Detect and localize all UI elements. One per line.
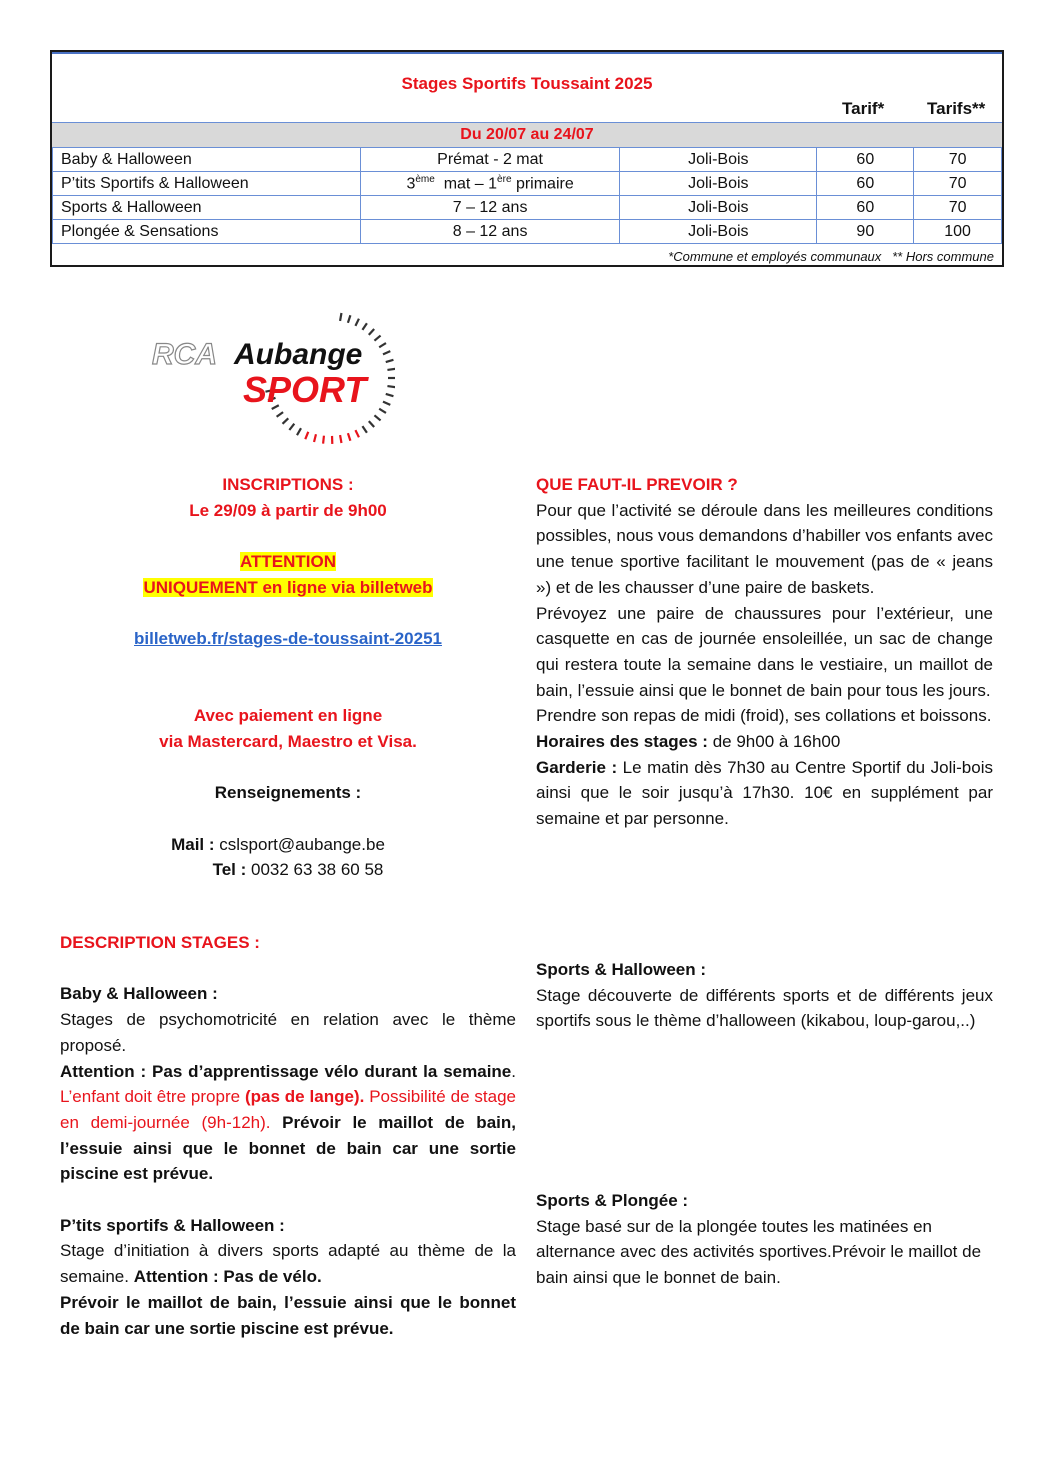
logo-tick	[277, 412, 283, 417]
logo-tick	[340, 313, 341, 321]
stage-tarifs: 70	[914, 148, 1002, 172]
mail-value: cslsport@aubange.be	[214, 834, 385, 854]
logo-tick	[386, 394, 394, 396]
baby-dot: .	[511, 1061, 516, 1081]
logo-tick	[355, 319, 359, 326]
garderie-line	[536, 755, 993, 832]
ptits-text: Stage d’initiation à divers sports adapté au thème de la semaine.	[60, 1241, 516, 1287]
baby-red-text: L’enfant doit être propre	[60, 1087, 245, 1107]
stage-name: P’tits Sportifs & Halloween	[53, 172, 361, 196]
stage-place: Joli-Bois	[620, 148, 817, 172]
ptits-details	[60, 1238, 516, 1289]
age-part: primaire	[511, 175, 574, 193]
horaires-value: de 9h00 à 16h00	[707, 732, 841, 752]
payment-line-1: Avec paiement en ligne	[193, 706, 383, 726]
stage-age: 8 – 12 ans	[360, 220, 619, 244]
date-range-row: Du 20/07 au 24/07	[52, 122, 1002, 147]
inscriptions-block	[60, 472, 516, 883]
logo-tick	[379, 343, 386, 347]
prevoir-p1: Pour que l’activité se déroule dans les meilleures conditions possibles, nous vous demandons d’habiller vos enfants avec une tenue sportive facilitant le mouvement (pas de « jeans ») et de les chausser d’une paire de baskets.	[536, 500, 993, 597]
renseignements-label: Renseignements :	[214, 783, 362, 803]
stage-age	[360, 172, 619, 196]
horaires-label: Horaires des stages :	[536, 732, 708, 752]
tarifs-header: Tarifs**	[927, 99, 986, 118]
sports-plongee-block	[536, 1188, 993, 1291]
tarif-table	[50, 50, 1004, 267]
logo-tick	[340, 435, 341, 443]
logo-tick	[283, 418, 289, 424]
logo-tick	[383, 402, 390, 405]
stage-age: 7 – 12 ans	[360, 196, 619, 220]
baby-details	[60, 1059, 516, 1188]
ptits-bold: Prévoir le maillot de bain, l’essuie ainsi que le bonnet de bain car une sortie piscine est prévue.	[60, 1292, 516, 1338]
baby-red-bold: (pas de lange).	[244, 1087, 365, 1107]
prevoir-block	[536, 472, 993, 832]
logo-tick	[386, 360, 394, 362]
stage-name: Baby & Halloween	[53, 148, 361, 172]
garderie-label: Garderie :	[536, 757, 618, 777]
stage-place: Joli-Bois	[620, 196, 817, 220]
mail-label: Mail :	[171, 834, 215, 854]
stages-table	[52, 147, 1002, 244]
billetweb-link[interactable]: billetweb.fr/stages-de-toussaint-20251	[134, 629, 442, 649]
stage-place: Joli-Bois	[620, 220, 817, 244]
logo-tick	[383, 351, 390, 354]
table-row	[53, 172, 1002, 196]
plongee-text: Stage basé sur de la plongée toutes les matinées en alternance avec des activités sportives.Prévoir le maillot de bain ainsi que le bonnet de bain.	[536, 1216, 982, 1288]
stage-tarif: 60	[817, 172, 914, 196]
table-row	[53, 220, 1002, 244]
baby-text: Stages de psychomotricité en relation avec le thème proposé.	[60, 1010, 516, 1055]
sports-halloween-block	[536, 957, 993, 1034]
ptits-title: P’tits sportifs & Halloween :	[60, 1215, 285, 1235]
logo-tick	[369, 329, 374, 335]
logo-tick	[379, 409, 386, 413]
payment-line-2: via Mastercard, Maestro et Visa.	[159, 731, 417, 751]
logo-tick	[289, 424, 294, 430]
plongee-title: Sports & Plongée :	[536, 1191, 689, 1210]
rca-aubange-sport-logo	[150, 312, 395, 450]
logo-tick	[362, 323, 366, 330]
prevoir-p2: Prévoyez une paire de chaussures pour l’extérieur, une casquette en cas de journée ensoleillée, un sac de change qui restera toute la semaine dans le vestiaire, un maillot de bain, l’essuie ainsi que le bonnet de bain pour tous les jours.	[536, 603, 993, 700]
logo-tick	[362, 426, 366, 433]
stage-name: Plongée & Sensations	[53, 220, 361, 244]
description-block	[60, 930, 516, 1341]
stage-tarif: 90	[817, 220, 914, 244]
age-sup: ère	[497, 173, 512, 185]
age-sup: ème	[415, 173, 435, 185]
uniquement-label: UNIQUEMENT en ligne via billetweb	[143, 577, 433, 597]
stage-tarif: 60	[817, 196, 914, 220]
logo-sport: SPORT	[243, 369, 367, 410]
logo-tick	[369, 421, 374, 427]
logo-tick	[314, 434, 316, 442]
age-part: 3	[406, 175, 416, 193]
logo-tick	[297, 428, 301, 435]
table-footnote: *Commune et employés communaux ** Hors commune	[668, 249, 994, 264]
age-part: mat – 1	[434, 175, 498, 193]
stage-age: Prémat - 2 mat	[360, 148, 619, 172]
attention-label: ATTENTION	[239, 552, 336, 572]
stage-place: Joli-Bois	[620, 172, 817, 196]
baby-red-text-2: Possibilité de stage en demi-journée (9h-12h).	[60, 1087, 517, 1132]
tel-value: 0032 63 38 60 58	[246, 860, 384, 880]
logo-tick	[355, 430, 359, 437]
table-title: Stages Sportifs Toussaint 2025	[401, 74, 653, 93]
logo-aubange: Aubange	[234, 338, 363, 371]
stage-tarifs: 70	[914, 196, 1002, 220]
sports-text: Stage découverte de différents sports et de différents jeux sportifs sous le thème d’halloween (kikabou, loup-garou,..)	[536, 985, 993, 1031]
tel-label: Tel :	[212, 860, 247, 880]
table-row	[53, 148, 1002, 172]
logo-tick	[387, 369, 395, 370]
logo-tick	[348, 315, 350, 323]
logo-tick	[374, 415, 380, 420]
table-row	[53, 196, 1002, 220]
sports-title: Sports & Halloween :	[536, 960, 707, 979]
logo-rca: RCA	[152, 338, 217, 371]
prevoir-title: QUE FAUT-IL PREVOIR ?	[536, 475, 738, 494]
logo-tick	[348, 433, 350, 441]
description-title: DESCRIPTION STAGES :	[60, 933, 260, 952]
garderie-value: Le matin dès 7h30 au Centre Sportif du Joli-bois ainsi que le soir jusqu’à 17h30. 10€ en supplément par semaine et par personne.	[536, 757, 993, 829]
logo-tick	[323, 436, 324, 444]
baby-bold-end: Prévoir le maillot de bain, l’essuie ainsi que le bonnet de bain car une sortie piscine est prévue.	[60, 1112, 516, 1184]
tarif-header: Tarif*	[842, 99, 885, 118]
stage-tarifs: 100	[914, 220, 1002, 244]
prevoir-p3: Prendre son repas de midi (froid), ses collations et boissons.	[536, 706, 992, 726]
logo-tick	[305, 432, 308, 439]
baby-attention: Attention : Pas d’apprentissage vélo durant la semaine	[60, 1061, 512, 1081]
baby-title: Baby & Halloween :	[60, 984, 218, 1004]
stage-tarifs: 70	[914, 172, 1002, 196]
logo-tick	[374, 336, 380, 341]
horaires-line	[536, 729, 993, 755]
inscriptions-title: INSCRIPTIONS :	[222, 475, 354, 494]
ptits-attention: Attention : Pas de vélo.	[133, 1267, 322, 1287]
inscriptions-date: Le 29/09 à partir de 9h00	[189, 500, 387, 520]
logo-tick	[387, 386, 395, 387]
stage-name: Sports & Halloween	[53, 196, 361, 220]
stage-tarif: 60	[817, 148, 914, 172]
